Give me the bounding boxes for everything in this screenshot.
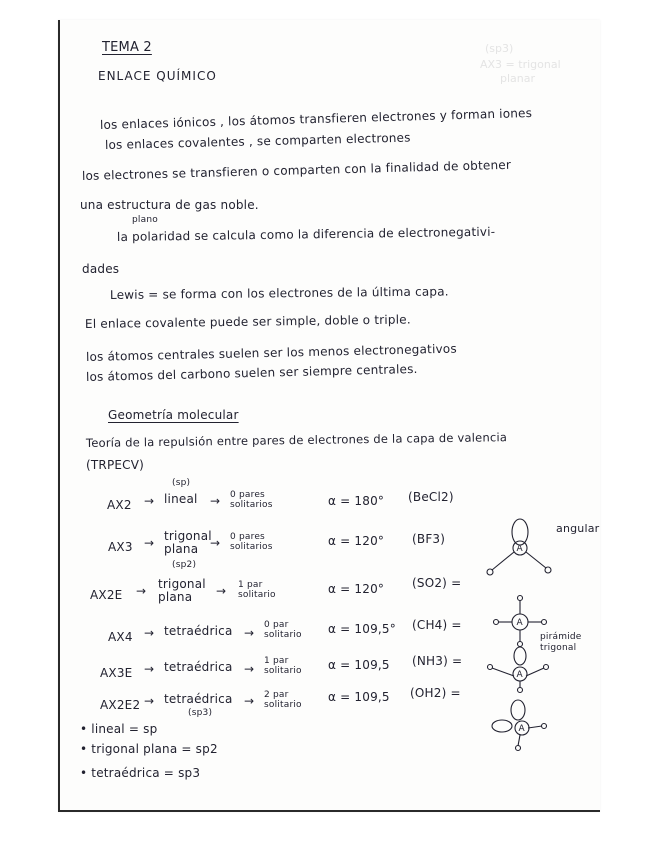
- lone-pairs-label: 0 pares solitarios: [230, 532, 273, 552]
- arrow-icon: →: [136, 584, 147, 598]
- arrow-icon: →: [244, 626, 255, 640]
- notebook-page: [58, 20, 600, 812]
- example-molecule: (BeCl2): [408, 490, 454, 504]
- lone-pairs-label: 1 par solitario: [264, 656, 302, 676]
- summary-line: • lineal = sp: [80, 722, 158, 736]
- topic-subtitle: ENLACE QUÍMICO: [98, 69, 217, 83]
- example-molecule: (NH3) =: [412, 654, 463, 668]
- bleed-through-text: (sp3): [485, 42, 514, 55]
- example-molecule: (OH2) =: [410, 686, 461, 700]
- shape-label: trigonal plana: [164, 529, 212, 556]
- note-line: los electrones se transfieren o comparten con la finalidad de obtener: [81, 157, 512, 183]
- note-line: una estructura de gas noble.: [80, 198, 259, 212]
- note-line: los enlaces iónicos , los átomos transfieren electrones y forman iones: [99, 105, 533, 132]
- central-atom-label: A: [516, 618, 523, 628]
- example-molecule: (BF3): [412, 532, 446, 546]
- note-line: los enlaces covalentes , se comparten electrones: [104, 130, 411, 152]
- formula-label: AX3E: [100, 666, 133, 680]
- hybridization-label: (sp2): [172, 560, 197, 570]
- bond-angle: α = 120°: [328, 534, 385, 548]
- example-molecule: (CH4) =: [412, 618, 462, 632]
- summary-line: • trigonal plana = sp2: [80, 742, 218, 756]
- shape-label: tetraédrica: [164, 624, 233, 638]
- hybridization-label: (sp3): [188, 708, 213, 718]
- central-atom-label: A: [516, 670, 523, 680]
- lone-pairs-label: 0 pares solitarios: [230, 490, 273, 510]
- arrow-icon: →: [244, 662, 255, 676]
- shape-label: tetraédrica: [164, 692, 233, 706]
- note-line: dades: [82, 262, 120, 276]
- angular-label: angular: [556, 522, 600, 535]
- arrow-icon: →: [144, 536, 155, 550]
- arrow-icon: →: [244, 694, 255, 708]
- note-line: Lewis = se forma con los electrones de la última capa.: [109, 284, 449, 302]
- inserted-word: plano: [132, 215, 158, 225]
- example-molecule: (SO2) =: [412, 576, 462, 590]
- central-atom-label: A: [518, 724, 525, 734]
- bond-angle: α = 109,5°: [328, 622, 396, 636]
- summary-line: • tetraédrica = sp3: [80, 766, 201, 780]
- arrow-icon: →: [216, 584, 227, 598]
- theory-line: Teoría de la repulsión entre pares de electrones de la capa de valencia: [85, 430, 508, 450]
- note-line: la polaridad se calcula como la diferencia de electronegativi-: [116, 224, 496, 244]
- section-title: Geometría molecular: [108, 408, 239, 422]
- pyramid-label: pirámide trigonal: [540, 632, 582, 653]
- formula-label: AX3: [108, 540, 133, 554]
- formula-label: AX2E2: [100, 698, 141, 712]
- central-atom-label: A: [516, 544, 523, 554]
- note-line: El enlace covalente puede ser simple, doble o triple.: [84, 312, 411, 331]
- bond-angle: α = 109,5: [328, 690, 390, 704]
- bleed-through-text: AX3 = trigonal: [480, 58, 561, 71]
- arrow-icon: →: [144, 626, 155, 640]
- bond-angle: α = 120°: [328, 582, 385, 596]
- bond-angle: α = 109,5: [328, 658, 390, 672]
- formula-label: AX2: [107, 498, 132, 512]
- bleed-through-text: planar: [500, 72, 536, 85]
- lone-pairs-label: 0 par solitario: [264, 620, 302, 640]
- arrow-icon: →: [144, 694, 155, 708]
- shape-label: tetraédrica: [164, 660, 233, 674]
- lone-pairs-label: 1 par solitario: [238, 580, 276, 600]
- arrow-icon: →: [144, 494, 155, 508]
- note-line: los átomos centrales suelen ser los menos electronegativos: [85, 341, 457, 364]
- note-line: los átomos del carbono suelen ser siempre centrales.: [85, 361, 418, 384]
- arrow-icon: →: [144, 662, 155, 676]
- hybridization-label: (sp): [172, 478, 191, 488]
- formula-label: AX4: [108, 630, 133, 644]
- shape-label: lineal: [164, 492, 198, 506]
- shape-label: trigonal plana: [158, 577, 206, 604]
- lone-pairs-label: 2 par solitario: [264, 690, 302, 710]
- arrow-icon: →: [210, 494, 221, 508]
- theory-acronym: (TRPECV): [86, 458, 145, 472]
- bond-angle: α = 180°: [328, 494, 385, 508]
- topic-title: TEMA 2: [102, 40, 152, 55]
- formula-label: AX2E: [90, 588, 123, 602]
- arrow-icon: →: [210, 536, 221, 550]
